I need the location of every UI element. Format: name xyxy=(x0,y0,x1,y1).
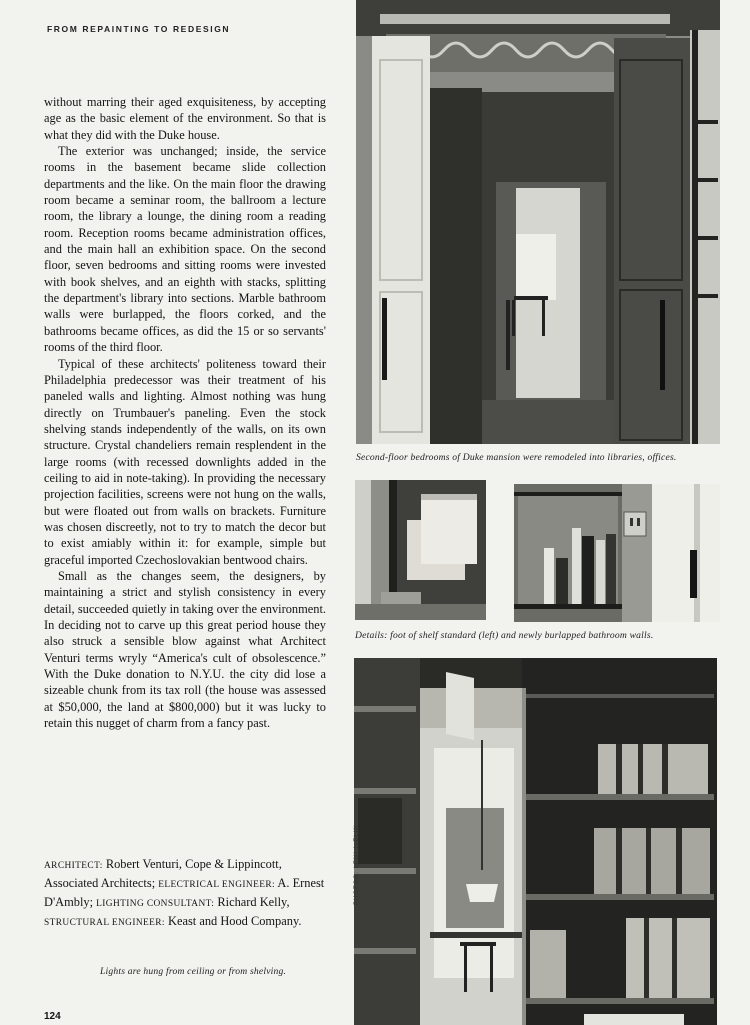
photo-doorway-library xyxy=(356,0,720,444)
photo-credit: PHOTOS: LENI IsELIN xyxy=(354,824,360,905)
credit-label-structural: STRUCTURAL ENGINEER: xyxy=(44,918,165,928)
photo-hanging-lights xyxy=(354,658,717,1025)
caption-bottom-photo: Lights are hung from ceiling or from shelving. xyxy=(100,966,287,977)
article-body xyxy=(44,94,326,731)
page-number: 124 xyxy=(44,1011,61,1022)
photo-shelf-standard xyxy=(355,480,486,620)
credit-label-electrical: ELECTRICAL ENGINEER: xyxy=(158,880,276,890)
credit-label-architect: ARCHITECT: xyxy=(44,861,103,871)
credit-label-lighting: LIGHTING CONSULTANT: xyxy=(96,899,215,909)
article-paragraph: Small as the changes seem, the designers, by maintaining a strict and stylish consistency in every detail, succeeded quietly in taking over the environment. In deciding not to carve up this great period house they also struck a sensible blow against what Architect Venturi terms wryly “America's cult of obsolescence.” With the Duke donation to N.Y.U. the city did lose a sizeable chunk from its tax roll (the house was assessed at $50,000, the land at $800,000) but it was lucky to retain this nugget of charm from a fancy past. xyxy=(44,568,326,731)
credit-structural: Keast and Hood Company. xyxy=(164,914,302,928)
caption-middle-photos: Details: foot of shelf standard (left) and newly burlapped bathroom walls. xyxy=(355,630,654,641)
credit-architect: Robert Venturi, Cope & Lippincott, Associated Architects; xyxy=(44,857,282,890)
credit-lighting: Richard Kelly, xyxy=(214,895,290,909)
credit-electrical: A. Ernest D'Ambly; xyxy=(44,876,325,909)
caption-top-photo: Second-floor bedrooms of Duke mansion were remodeled into libraries, offices. xyxy=(356,452,677,463)
article-paragraph: The exterior was unchanged; inside, the service rooms in the basement became slide collection departments and the like. On the main floor the drawing room became a seminar room, the ballroom a lecture room, the library a lounge, the dining room a reading room. Reception rooms became administration offices, and the main hall an exhibition space. On the second floor, seven bedrooms and sitting rooms were invested with book shelves, and an eighth with stacks, splitting the department's library into sections. Marble bathroom walls were burlapped, the floors corked, and the bathrooms became offices, as did the 15 or so servants' rooms of the third floor. xyxy=(44,144,326,355)
running-head: FROM REPAINTING TO REDESIGN xyxy=(47,24,231,34)
photo-burlapped-bathroom xyxy=(514,484,720,622)
project-credits xyxy=(44,856,326,932)
article-paragraph: without marring their aged exquisiteness, by accepting age as the basic element of the environment. So that is what they did with the Duke house. xyxy=(44,95,326,142)
article-paragraph: Typical of these architects' politeness toward their Philadelphia predecessor was their treatment of his paneled walls and lighting. Almost nothing was hung directly on Trumbauer's paneling. Even the stock shelving stands independently of the walls, on its own structure. Crystal chandeliers remain resplendent in the large rooms (with recessed downlights added in the ceiling to aid in note-taking). In providing the necessary projection facilities, screens were not hung on the walls, but were floated out from walls on brackets. Furniture was chosen discreetly, not to try to match the decor but to exist amiably within it: for example, simple but graceful imported Czechoslovakian bentwood chairs. xyxy=(44,356,326,567)
